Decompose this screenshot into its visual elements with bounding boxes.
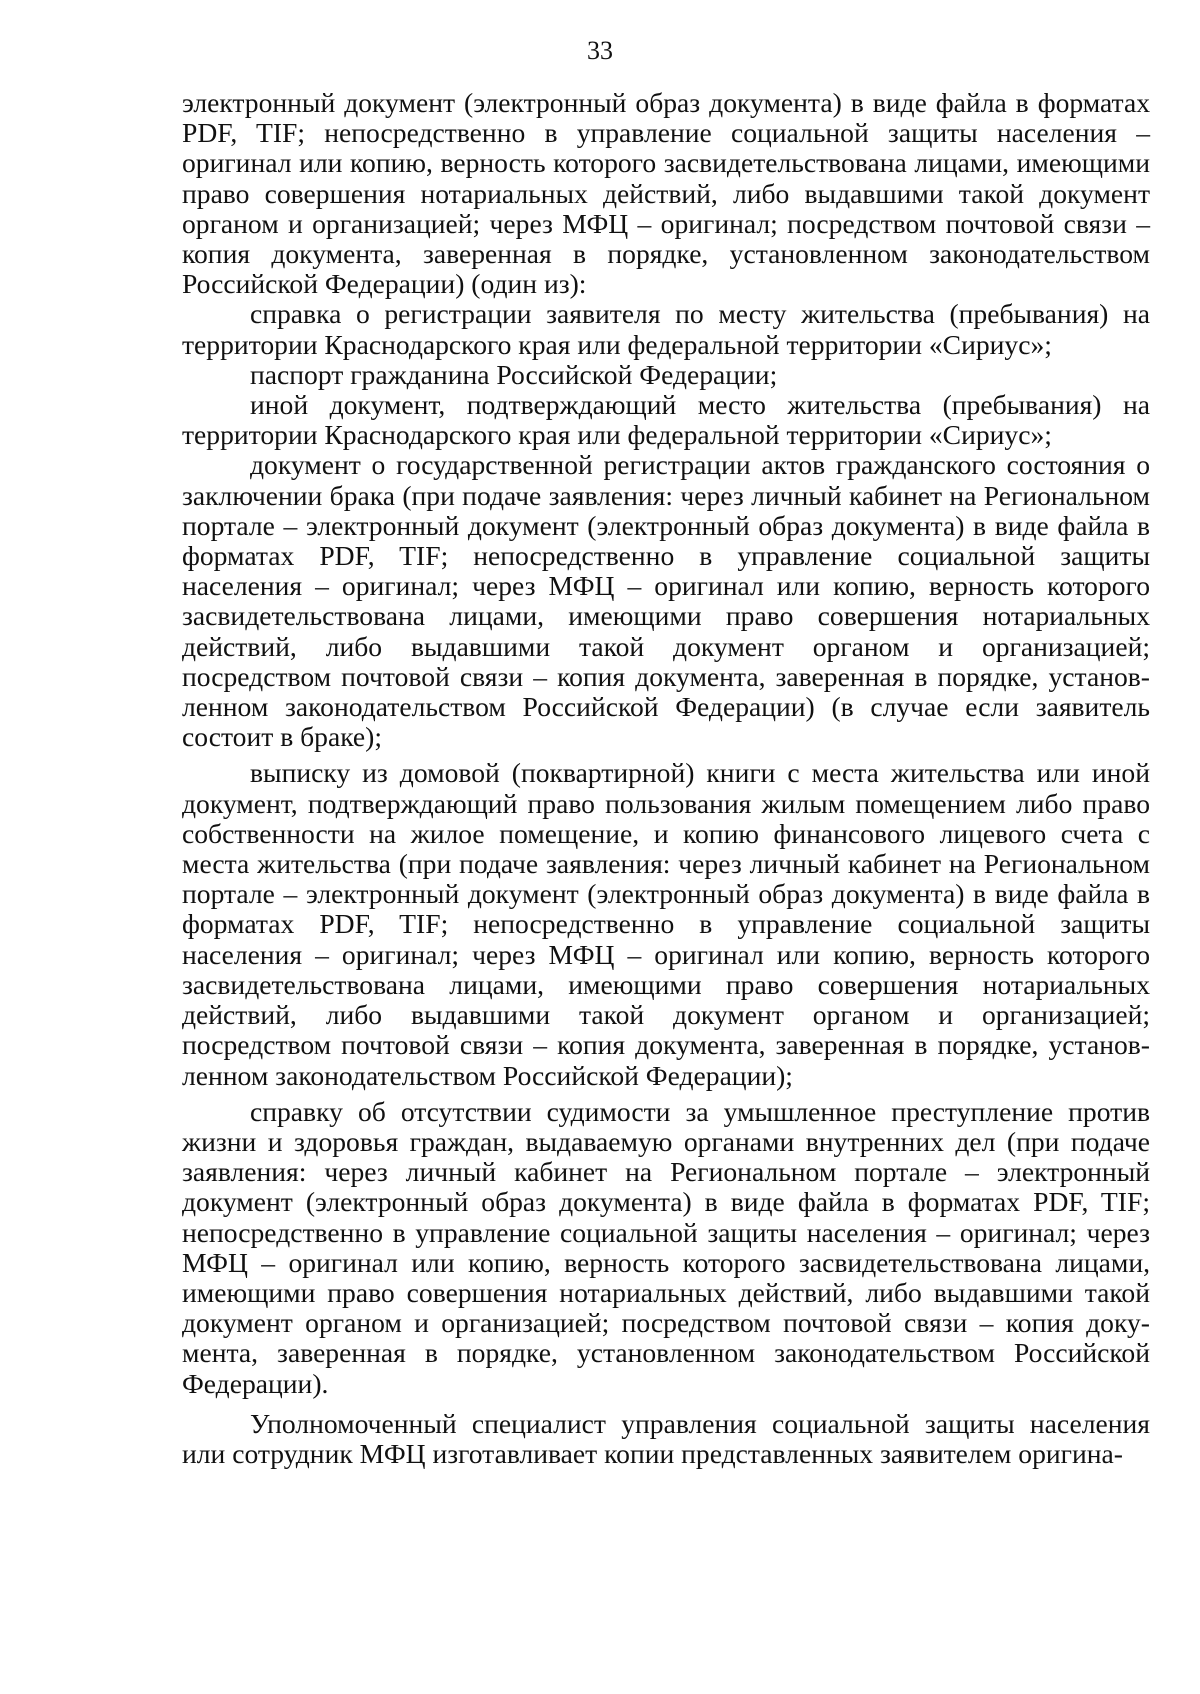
paragraph-passport: паспорт гражданина Российской Федерации; — [250, 358, 778, 390]
paragraph-registration-certificate: справка о регистрации заявителя по месту жительства (пребывания) на территории Краснодарского края или федеральной территории «Сириус»; — [182, 298, 1150, 360]
paragraph-no-criminal-record: справку об отсутствии судимости за умышленное преступление против жизни и здоровья граждан, выдаваемую органами внутренних дел (при подаче заявления: через личный кабинет на Региональном портале – электронный документ (электронный образ документа) в виде файла в форматах PDF, TIF; непосредственно в управление социальной защиты населения – оригинал; через МФЦ – оригинал или копию, верность которого засвидетельствована лицами, имеющими право совершения нотариальных действий, либо выдавшими такой документ органом и организацией; посредством почтовой связи – копия документа, заверенная в порядке, установленном законодательством Российской Федерации). — [182, 1095, 1150, 1399]
paragraph-marriage-document: документ о государственной регистрации актов гражданского состояния о заключении брака (при подаче заявления: через личный кабинет на Региональном портале – электронный документ (электронный образ документа) в виде файла в форматах PDF, TIF; непосредственно в управление социальной защиты населения – оригинал; через МФЦ – оригинал или копию, верность которого засвидетельствована лицами, имеющими право совершения нотариальных действий, либо выдавшими такой документ органом и организацией; посредством почтовой связи – копия документа, заверенная в порядке, установленном законодательством Российской Федерации) (в случае если заявитель состоит в браке); — [182, 449, 1150, 753]
paragraph-continuation: электронный документ (электронный образ документа) в виде файла в форматах PDF, TIF; непосредственно в управление социальной защиты населения – оригинал или копию, верность которого засвидетельствована лицами, имеющими право совершения нотариальных действий, либо выдавшими такой документ органом и организацией; через МФЦ – оригинал; посредством почтовой связи – копия документа, заверенная в порядке, установленном законодательством Российской Федерации) (один из): — [182, 87, 1150, 300]
page-number: 33 — [587, 36, 613, 65]
paragraph-authorized-specialist: Уполномоченный специалист управления социальной защиты населения или сотрудник МФЦ изготавливает копии представленных заявителем оригина- — [182, 1407, 1150, 1469]
paragraph-house-book-extract: выписку из домовой (поквартирной) книги с места жительства или иной документ, подтверждающий право пользования жилым помещением либо право собственности на жилое помещение, и копию финансового лицевого счета с места жительства (при подаче заявления: через личный кабинет на Региональном портале – электронный документ (электронный образ документа) в виде файла в форматах PDF, TIF; непосредственно в управление социальной защиты населения – оригинал; через МФЦ – оригинал или копию, верность которого засвидетельствована лицами, имеющими право совершения нотариальных действий, либо выдавшими такой документ органом и организацией; посредством почтовой связи – копия документа, заверенная в порядке, установленном законодательством Российской Федерации); — [182, 757, 1150, 1091]
paragraph-other-residence-document: иной документ, подтверждающий место жительства (пребывания) на территории Краснодарского края или федеральной территории «Сириус»; — [182, 389, 1150, 451]
document-body — [182, 88, 1150, 1469]
